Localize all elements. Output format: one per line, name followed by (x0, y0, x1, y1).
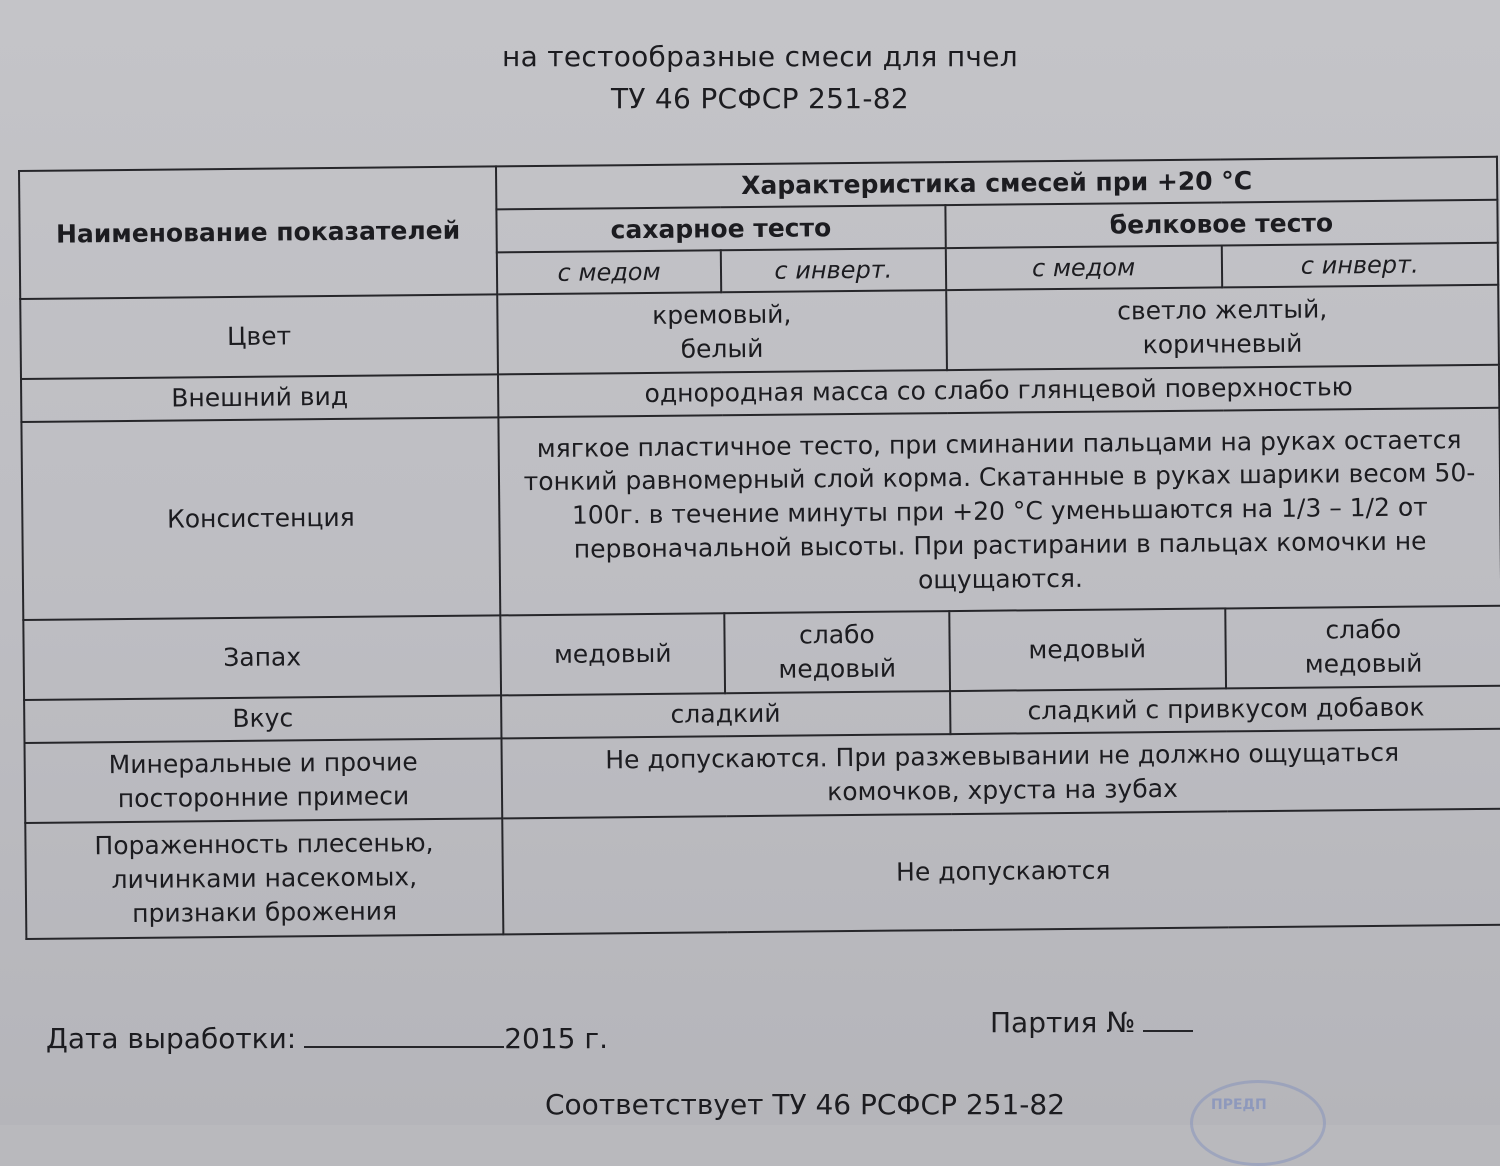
date-blank-field[interactable] (304, 1022, 504, 1048)
smell-label: Запах (23, 615, 501, 699)
table-row (25, 808, 1500, 939)
appearance-label: Внешний вид (21, 374, 498, 422)
smell-protein-invert: слабо медовый (1225, 606, 1500, 688)
document-standard: ТУ 46 РСФСР 251-82 (610, 82, 910, 115)
protein-dough-header: белковое тесто (945, 200, 1498, 248)
taste-label: Вкус (24, 695, 501, 743)
sugar-honey-header: с медом (497, 251, 722, 295)
document-title: на тестообразные смеси для пчел (501, 40, 1018, 73)
date-label: Дата выработки: (46, 1022, 297, 1055)
conformity-statement: Соответствует ТУ 46 РСФСР 251-82 (545, 1088, 1066, 1121)
protein-honey-header: с медом (945, 246, 1221, 290)
smell-sugar-invert: слабо медовый (724, 611, 949, 693)
consistency-value: мягкое пластичное тесто, при сминании пальцами на руках остается тонкий равномерный слой корма. Скатанные в руках шарики весом 50-100г. в течение минуты при +20 °С уменьшаются на 1/3 – 1/2 от первоначальной высоты. При растирании в пальцах комочки не ощущаются. (498, 408, 1500, 616)
color-protein-value: светло желтый, коричневый (946, 285, 1499, 370)
protein-invert-header: с инверт. (1221, 243, 1498, 287)
stamp-text: ПРЕДП (1211, 1097, 1267, 1113)
impurities-value: Не допускаются. При разжевывании не должно ощущаться комочков, хруста на зубах (501, 729, 1500, 818)
consistency-label: Консистенция (21, 417, 500, 620)
batch-label: Партия № (990, 1006, 1136, 1039)
sugar-invert-header: с инверт. (721, 248, 946, 292)
batch-number (990, 1006, 1193, 1039)
mold-value: Не допускаются (502, 808, 1500, 934)
stamp-seal (1190, 1080, 1326, 1166)
table-row (21, 408, 1500, 620)
date-year: 2015 г. (504, 1022, 608, 1055)
production-date (46, 1022, 608, 1055)
indicator-column-header: Наименование показателей (19, 166, 497, 298)
color-label: Цвет (20, 294, 498, 378)
table-row (23, 606, 1500, 700)
characteristics-header: Характеристика смесей при +20 °С (496, 157, 1497, 210)
taste-protein-value: сладкий с привкусом добавок (950, 686, 1500, 734)
smell-sugar-honey: медовый (500, 613, 725, 695)
impurities-label: Минеральные и прочие посторонние примеси (24, 738, 502, 822)
specification-table (18, 156, 1500, 940)
appearance-value: однородная масса со слабо глянцевой поверхностью (498, 364, 1499, 417)
mold-label: Пораженность плесенью, личинками насекомых, признаки брожения (25, 818, 503, 939)
table-row (24, 729, 1500, 823)
smell-protein-honey: медовый (949, 608, 1226, 690)
sugar-dough-header: сахарное тесто (496, 205, 945, 252)
taste-sugar-value: сладкий (501, 691, 950, 738)
color-sugar-value: кремовый, белый (497, 290, 946, 374)
batch-blank-field[interactable] (1143, 1008, 1193, 1032)
table-row (20, 285, 1499, 379)
